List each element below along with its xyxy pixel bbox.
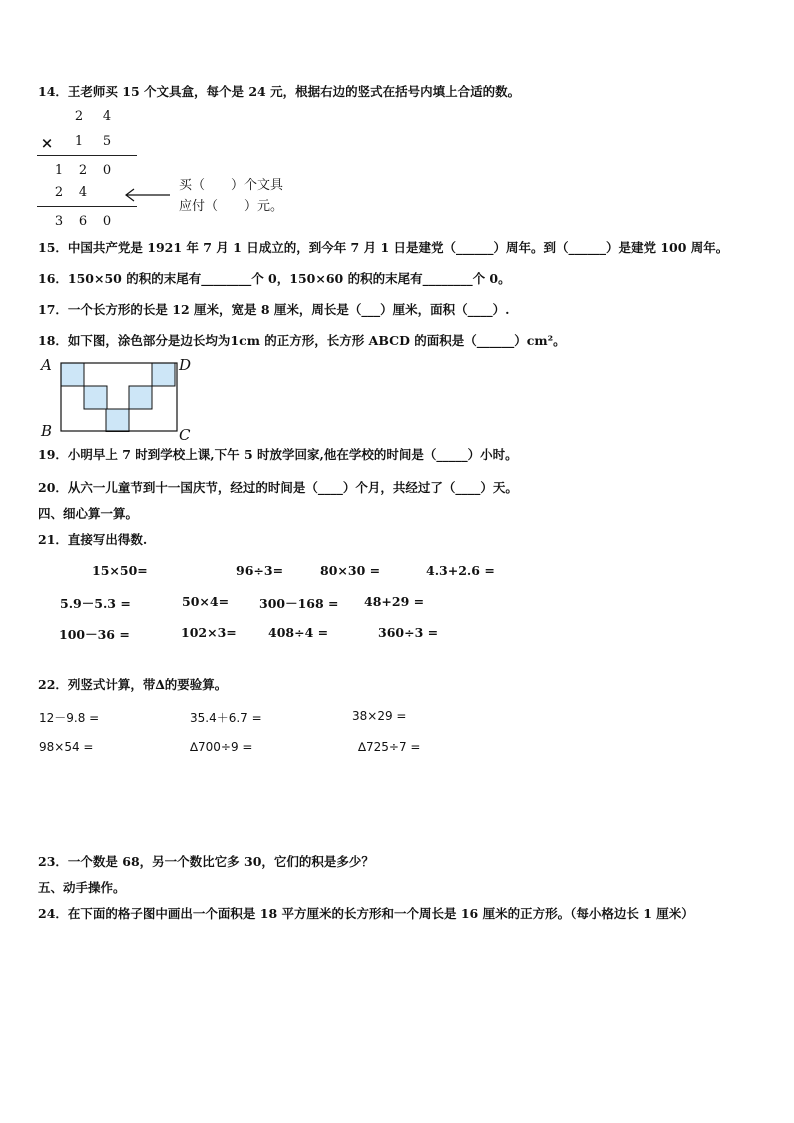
digit: 1 [54,163,64,178]
shaded-square [152,363,175,386]
question-21: 21．直接写出得数. [38,532,148,547]
shaded-square [84,386,107,409]
digit: 2 [78,163,88,178]
label-d: D [179,356,192,374]
calc-item: 15×50= [92,563,148,578]
question-22: 22．列竖式计算，带∆的要验算。 [38,677,228,692]
label-a: A [41,356,52,374]
digit: 3 [54,214,64,229]
vertical-calc-item: ∆700÷9 = [190,740,253,754]
calc-item: 300－168 = [259,596,339,611]
calc-item: 5.9－5.3 = [60,596,131,611]
question-18: 18．如下图，涂色部分是边长均为1cm 的正方形，长方形 ABCD 的面积是（______）cm²。 [38,333,566,348]
question-15: 15．中国共产党是 1921 年 7 月 1 日成立的，到今年 7 月 1 日是建党（______）周年。到（______）是建党 100 周年。 [38,240,729,255]
vertical-calc-item: 35.4＋6.7 = [190,711,262,725]
question-23: 23．一个数是 68，另一个数比它多 30，它们的积是多少？ [38,854,374,869]
calc-item: 96÷3= [236,563,284,578]
shaded-square [106,409,129,432]
divider-line [37,206,137,207]
section-4-heading: 四、细心算一算。 [38,506,139,521]
calc-item: 4.3+2.6 = [426,563,495,578]
shaded-square [129,386,152,409]
digit: 0 [102,163,112,178]
vertical-calc-item: 12－9.8 = [39,711,100,725]
divider-line [37,155,137,156]
times-sign: × [40,134,54,152]
calc-item: 50×4= [182,594,230,609]
vertical-calc-item: 38×29 = [352,709,407,723]
calc-item: 102×3= [181,625,237,640]
question-20: 20．从六一儿童节到十一国庆节，经过的时间是（____）个月，共经过了（____）天。 [38,480,518,495]
question-16: 16．150×50 的积的末尾有________个 0，150×60 的积的末尾有________个 0。 [38,271,511,286]
question-19: 19．小明早上 7 时到学校上课,下午 5 时放学回家,他在学校的时间是（_____）小时。 [38,447,518,462]
grid-figure [60,362,178,432]
vertical-calc-item: 98×54 = [39,740,94,754]
vertical-calc-item: ∆725÷7 = [358,740,421,754]
calc-item: 48+29 = [364,594,425,609]
arrow-left-icon [124,188,172,202]
section-5-heading: 五、动手操作。 [38,880,126,895]
digit: 6 [78,214,88,229]
calc-item: 408÷4 = [268,625,329,640]
calc-item: 100－36 = [59,627,130,642]
digit: 4 [78,185,88,200]
question-17: 17．一个长方形的长是 12 厘米，宽是 8 厘米，周长是（___）厘米，面积（____）. [38,302,510,317]
calc-item: 360÷3 = [378,625,439,640]
label-b: B [41,422,53,440]
digit: 2 [54,185,64,200]
digit: 1 [74,134,84,149]
digit: 0 [102,214,112,229]
shaded-square [61,363,84,386]
digit: 2 [74,109,84,124]
note-buy-count: 买（ ）个文具 [179,178,284,193]
digit: 5 [102,134,112,149]
digit: 4 [102,109,112,124]
label-c: C [179,426,191,444]
calc-item: 80×30 = [320,563,381,578]
question-14: 14．王老师买 15 个文具盒，每个是 24 元，根据右边的竖式在括号内填上合适的数。 [38,84,521,99]
question-24: 24．在下面的格子图中画出一个面积是 18 平方厘米的长方形和一个周长是 16 厘米的正方形。（每小格边长 1 厘米） [38,906,694,921]
note-pay-amount: 应付（ ）元。 [179,199,284,214]
